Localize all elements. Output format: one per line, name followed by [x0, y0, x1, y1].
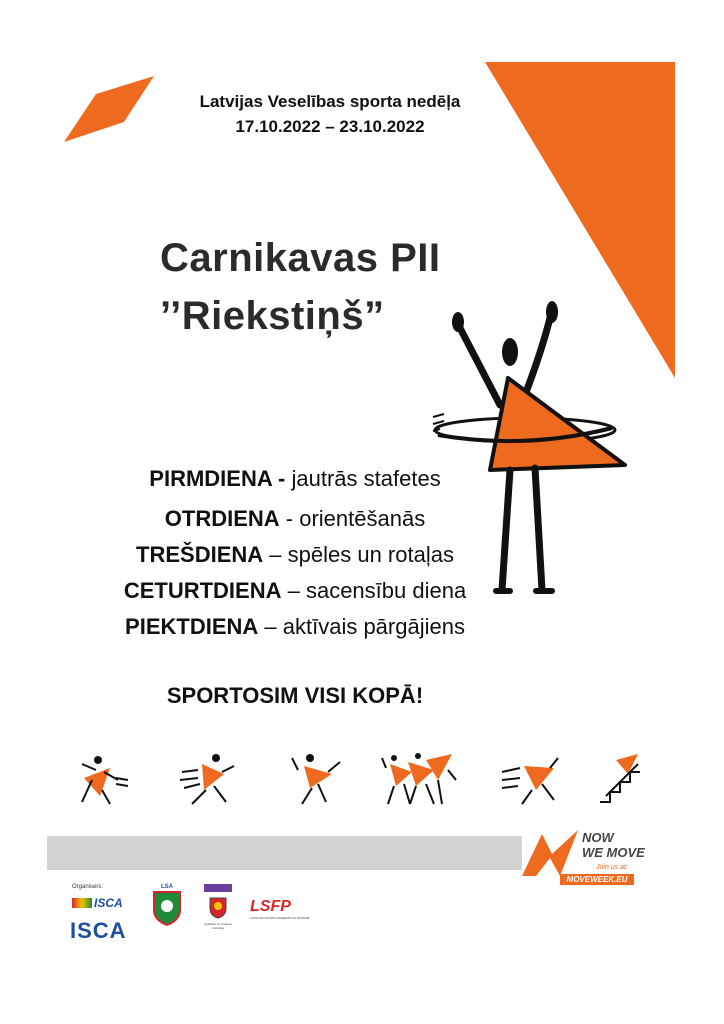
schedule-row-monday — [40, 466, 550, 492]
activity-label: aktīvais pārgājiens — [282, 614, 465, 639]
ministry-text: Izglītības un zinātnes ministrija — [203, 922, 233, 930]
brand-we-move: WE MOVE — [582, 845, 645, 860]
organisers-label: Organisers: — [72, 884, 104, 890]
event-name: Latvijas Veselības sporta nedēļa — [199, 92, 461, 111]
separator: - — [279, 506, 300, 531]
now-we-move-icon — [520, 828, 580, 878]
day-label: PIEKTDIENA — [125, 614, 259, 639]
event-dates: 17.10.2022 – 23.10.2022 — [235, 117, 425, 136]
lsfp-subtitle: LATVIJAS SPORTA FEDERĀCIJU PADOME — [250, 916, 310, 920]
day-label: CETURTDIENA — [123, 578, 282, 603]
page-subtitle: ’’Riekstiņš” — [160, 294, 385, 338]
brand-join: Join us at: — [596, 864, 628, 871]
schedule-row-tuesday — [40, 506, 550, 532]
separator: – — [281, 578, 306, 603]
motto: SPORTOSIM VISI KOPĀ! — [166, 683, 424, 708]
group-figures-icon — [382, 753, 456, 804]
coat-of-arms-icon — [206, 896, 230, 920]
schedule-row-thursday — [40, 578, 550, 604]
dancer-figure-icon — [502, 758, 558, 804]
brand-now: NOW — [582, 830, 614, 845]
isca-small-logo — [72, 896, 130, 910]
day-label: PIRMDIENA — [149, 466, 272, 491]
activity-label: spēles un rotaļas — [287, 542, 454, 567]
separator: - — [271, 466, 292, 491]
lsa-shield-logo — [152, 884, 182, 928]
activity-label: jautrās stafetes — [291, 466, 441, 491]
jumper-figure-icon — [292, 754, 340, 804]
separator: – — [258, 614, 283, 639]
sport-figures-row — [70, 750, 650, 810]
isca-small-text: ISCA — [94, 896, 123, 910]
lsfp-text: LSFP — [250, 898, 291, 915]
shield-icon — [152, 890, 182, 926]
ministry-logo — [198, 884, 238, 934]
isca-large-logo: ISCA — [70, 918, 127, 943]
brand-url: MOVEWEEK.EU — [560, 874, 634, 885]
footer-bar — [47, 836, 522, 870]
separator: – — [263, 542, 288, 567]
now-we-move-logo — [520, 828, 650, 898]
activity-label: orientēšanās — [299, 506, 426, 531]
orange-flag-decoration — [60, 72, 156, 144]
activity-label: sacensību diena — [305, 578, 467, 603]
day-label: OTRDIENA — [164, 506, 280, 531]
stairs-climber-figure-icon — [600, 754, 640, 802]
page-title: Carnikavas PII — [160, 236, 441, 280]
day-label: TREŠDIENA — [136, 542, 264, 567]
lsfp-logo — [250, 898, 316, 922]
schedule-row-friday — [40, 614, 550, 640]
lsa-text: LSA — [161, 884, 173, 890]
runner-figure-icon — [82, 756, 128, 804]
schedule-row-wednesday — [40, 542, 550, 568]
sprinter-figure-icon — [180, 754, 234, 804]
